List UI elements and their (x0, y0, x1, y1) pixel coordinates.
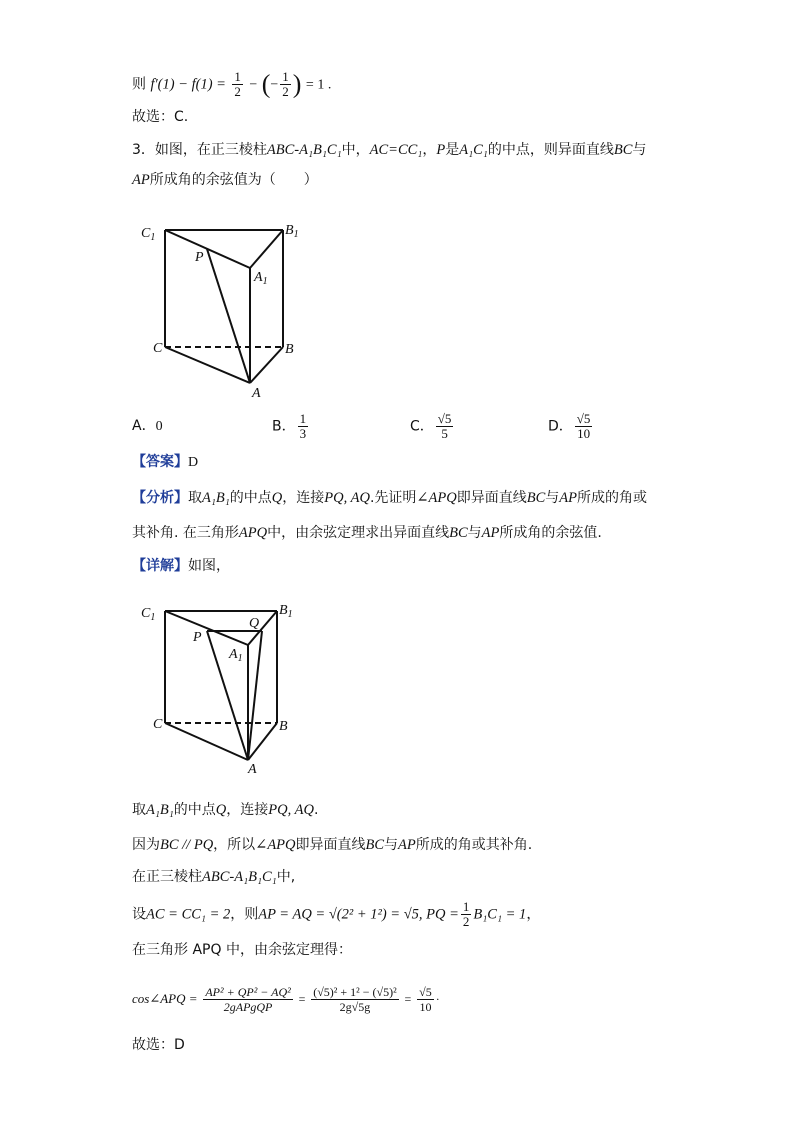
top-equation (132, 70, 331, 99)
svg-text:B1: $B_1$ (279, 603, 293, 620)
svg-text:C: C (153, 717, 163, 732)
previous-answer: 故选：C. (132, 109, 189, 125)
analysis-line-1: 【分析】取A₁B₁的中点Q，连接PQ, AQ.先证明∠APQ即异面直线BC与AP所成的角或 (132, 490, 647, 506)
top-expr-right: = 1 . (305, 77, 332, 93)
top-prefix: 则 (132, 76, 146, 93)
svg-text:B: B (279, 719, 288, 734)
top-neg: − (270, 77, 279, 93)
half-fraction: $\frac{1}{2}$ (234, 69, 241, 99)
detail-line: 【详解】如图， (132, 558, 230, 574)
svg-text:B1: $B_1$ (285, 223, 299, 240)
svg-text:B: B (285, 342, 294, 357)
step-5: 在三角形 APQ 中，由余弦定理得： (132, 942, 352, 958)
paren-close: ) (292, 69, 302, 99)
final-answer: 故选：D (132, 1037, 185, 1053)
svg-text:A: A (252, 386, 261, 401)
svg-text:Q: Q (249, 616, 260, 631)
option-c[interactable]: C． $\frac{√5}{5}$ (410, 411, 452, 441)
analysis-line-2: 其补角. 在三角形APQ中，由余弦定理求出异面直线BC与AP所成角的余弦值. (132, 525, 602, 541)
step-3: 在正三棱柱ABC-A₁B₁C₁中, (132, 869, 296, 885)
step-2: 因为BC // PQ，所以∠APQ即异面直线BC与AP所成的角或其补角. (132, 837, 533, 853)
answer-line: 【答案】D (132, 454, 199, 470)
option-d[interactable]: D． $\frac{√5}{10}$ (548, 411, 591, 441)
svg-text:P: P (193, 630, 202, 645)
question-line-1: 3．如图，在正三棱柱ABC-A₁B₁C₁中，AC=CC₁，P是A₁C₁的中点，则异面直线BC与 (132, 142, 647, 158)
svg-text:C: C (153, 341, 163, 356)
svg-text:P: P (195, 250, 204, 265)
question-line-2: AP所成角的余弦值为（ ） (132, 172, 318, 188)
top-expr-left: f′(1) − f(1) = (150, 76, 226, 93)
prism-figure-1 (135, 215, 315, 405)
neg-half-fraction: $\frac{1}{2}$ (282, 69, 289, 99)
cosine-formula: cos∠APQ = $\frac{\text{AP² + QP² − AQ²}}{\text{2gAPgQP}}$ = $\frac{\text{(√5)² + 1² − (√5)²}}{2g√5g}$ = $\frac{√5}{10}$ · (132, 985, 440, 1014)
top-minus: − (249, 77, 258, 93)
svg-text:A1: $A_1$ (229, 647, 243, 664)
svg-text:A1: $A_1$ (254, 270, 268, 287)
svg-text:A: A (248, 762, 257, 777)
step-1: 取A₁B₁的中点Q，连接PQ, AQ. (132, 802, 319, 818)
prism-figure-2 (135, 597, 315, 782)
paren-open: ( (261, 69, 271, 99)
option-b[interactable]: B． $\frac{1}{3}$ (272, 411, 307, 441)
svg-text:C1: $C_1$ (141, 606, 156, 623)
svg-text:C1: $C_1$ (141, 226, 156, 243)
option-a[interactable]: A．0 (132, 418, 163, 434)
step-4: 设AC = CC₁ = 2，则AP = AQ = √(2² + 1²) = √5, PQ = $\frac{1}{2}$ B₁C₁ = 1， (132, 899, 541, 929)
answer-tag: 【答案】 (132, 454, 188, 470)
